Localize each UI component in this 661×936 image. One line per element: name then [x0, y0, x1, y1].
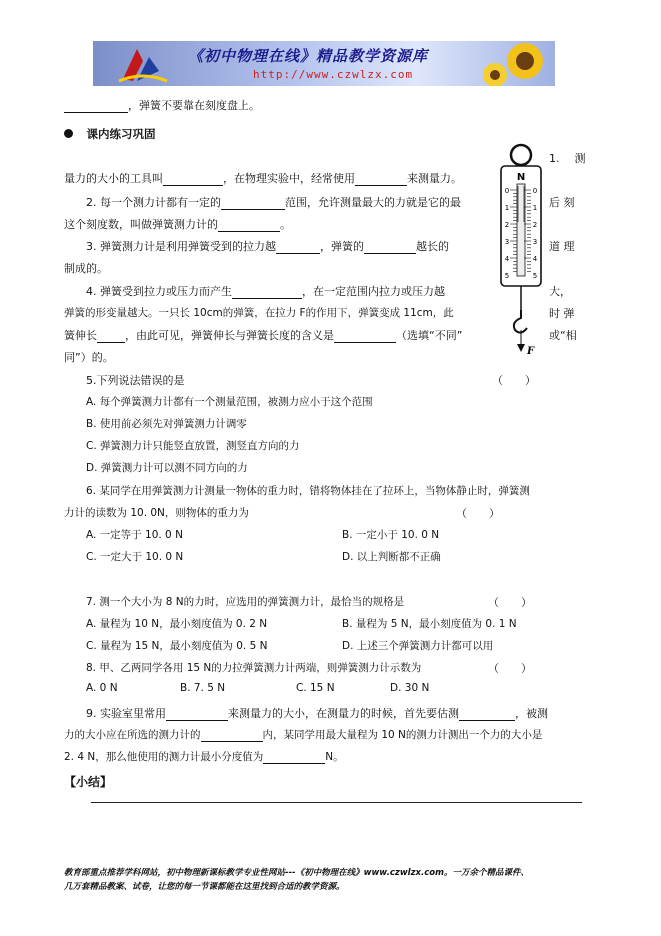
- spring-scale-figure: [497, 142, 547, 357]
- q5-paren: （ ）: [492, 374, 536, 387]
- scale-label-right: 0: [532, 187, 538, 195]
- q7-option-a: A. 量程为 10 N，最小刻度值为 0. 2 N: [86, 618, 268, 630]
- q9-line1: 9. 实验室里常用 来测量力的大小，在测量力的时候，首先要估测 ，被测: [86, 707, 548, 720]
- q6-option-d: D. 以上判断都不正确: [342, 551, 441, 563]
- blank[interactable]: [263, 751, 325, 764]
- q6-line1: 6. 某同学在用弹簧测力计测量一物体的重力时，错将物体挂在了拉环上，当物体静止时，弹簧测: [86, 485, 530, 497]
- q2-right: 后 刻: [549, 196, 575, 209]
- q4-line3: 簧伸长 ，由此可见，弹簧伸长与弹簧长度的含义是 （选填“不同”: [64, 329, 463, 342]
- q5-option-c: C. 弹簧测力计只能竖直放置，测竖直方向的力: [86, 440, 300, 452]
- blank[interactable]: [64, 100, 128, 113]
- q7-paren: （ ）: [488, 596, 532, 609]
- force-label: F: [527, 346, 535, 357]
- bullet-icon: [64, 129, 73, 138]
- section-header: [64, 126, 156, 142]
- summary-heading: 【小结】: [64, 775, 113, 789]
- blank[interactable]: [276, 241, 320, 254]
- footer-line2: 几万套精品教案、试卷，让您的每一节课都能在这里找到合适的教学资源。: [64, 882, 345, 892]
- scale-label-left: 1: [504, 204, 510, 212]
- q4-right1: 大，: [549, 285, 571, 298]
- scale-label-left: 5: [504, 272, 510, 280]
- q6-option-c: C. 一定大于 10. 0 N: [86, 551, 184, 563]
- q4-line4: 同”）的。: [64, 351, 114, 364]
- blank[interactable]: [97, 330, 125, 343]
- q9-line3: 2. 4 N，那么他使用的测力计最小分度值为 N。: [64, 751, 344, 763]
- q6-paren: （ ）: [456, 507, 500, 520]
- q8-paren: （ ）: [488, 662, 532, 675]
- q9-line2: 力的大小应在所选的测力计的 内，某同学用最大量程为 10 N的测力计测出一个力的大小是: [64, 729, 543, 741]
- sunflower-icon: [475, 41, 555, 86]
- q8-option-b: B. 7. 5 N: [180, 682, 226, 694]
- scale-label-right: 1: [532, 204, 538, 212]
- section-title: 课内练习巩固: [86, 127, 156, 141]
- intro-line: ，弹簧不要靠在刻度盘上。: [64, 97, 260, 113]
- banner-title: 《初中物理在线》精品教学资源库: [188, 47, 429, 65]
- scale-label-right: 4: [532, 255, 538, 263]
- blank[interactable]: [355, 173, 407, 186]
- blank[interactable]: [364, 241, 416, 254]
- q3-line1: 3. 弹簧测力计是利用弹簧受到的拉力越 ，弹簧的 越长的: [86, 240, 449, 253]
- blank[interactable]: [334, 330, 396, 343]
- q6-line2: 力计的读数为 10. 0N，则物体的重力为: [64, 507, 249, 519]
- q8-stem: 8. 甲、乙两同学各用 15 N的力拉弹簧测力计两端，则弹簧测力计示数为: [86, 662, 422, 674]
- scale-label-right: 5: [532, 272, 538, 280]
- summary-line: [91, 802, 582, 803]
- scale-label-left: 4: [504, 255, 510, 263]
- q8-option-a: A. 0 N: [86, 682, 118, 694]
- footer-line1: 教育部重点推荐学科网站，初中物理新课标教学专业性网站---《初中物理在线》www.czwlzx.com。一万余个精品课件、: [64, 868, 529, 878]
- q8-option-d: D. 30 N: [390, 682, 430, 694]
- q2-line1: 2. 每一个测力计都有一定的 范围，允许测量最大的力就是它的最: [86, 196, 461, 209]
- q4-line2: 弹簧的形变量越大。一只长 10cm的弹簧，在拉力 F的作用下，弹簧变成 11cm，此: [64, 307, 454, 319]
- q7-option-c: C. 量程为 15 N，最小刻度值为 0. 5 N: [86, 640, 268, 652]
- q5-option-d: D. 弹簧测力计可以测不同方向的力: [86, 462, 248, 474]
- q5-option-a: A. 每个弹簧测力计都有一个测量范围，被测力应小于这个范围: [86, 396, 373, 408]
- scale-label-left: 0: [504, 187, 510, 195]
- q1-right: 1. 测: [549, 152, 586, 165]
- q7-option-b: B. 量程为 5 N，最小刻度值为 0. 1 N: [342, 618, 517, 630]
- logo-icon: [113, 41, 173, 86]
- banner-url[interactable]: http://www.czwlzx.com: [253, 68, 414, 81]
- q6-option-b: B. 一定小于 10. 0 N: [342, 529, 440, 541]
- q8-option-c: C. 15 N: [296, 682, 335, 694]
- q3-line2: 制成的。: [64, 262, 108, 275]
- q7-stem: 7. 测一个大小为 8 N的力时，应选用的弹簧测力计，最恰当的规格是: [86, 596, 405, 608]
- q5-stem: 5.下列说法错误的是: [86, 374, 185, 387]
- q7-option-d: D. 上述三个弹簧测力计都可以用: [342, 640, 494, 652]
- blank[interactable]: [163, 173, 223, 186]
- scale-unit-label: N: [516, 172, 526, 183]
- blank[interactable]: [166, 708, 228, 721]
- scale-label-left: 2: [504, 221, 510, 229]
- scale-label-left: 3: [504, 238, 510, 246]
- blank[interactable]: [201, 729, 263, 742]
- q4-right3: 或“相: [549, 329, 577, 342]
- q6-option-a: A. 一定等于 10. 0 N: [86, 529, 183, 541]
- blank[interactable]: [459, 708, 515, 721]
- header-banner: [93, 41, 555, 86]
- scale-label-right: 3: [532, 238, 538, 246]
- q5-option-b: B. 使用前必须先对弹簧测力计调零: [86, 418, 247, 430]
- q1-line: 量力的大小的工具叫 ，在物理实验中，经常使用 来测量力。: [64, 172, 462, 185]
- q3-right: 道 理: [549, 240, 575, 253]
- blank[interactable]: [221, 197, 285, 210]
- scale-label-right: 2: [532, 221, 538, 229]
- q4-right2: 时 弹: [549, 307, 575, 320]
- q2-line2: 这个刻度数，叫做弹簧测力计的 。: [64, 218, 291, 231]
- blank[interactable]: [218, 219, 280, 232]
- q4-line1: 4. 弹簧受到拉力或压力而产生 ，在一定范围内拉力或压力越: [86, 285, 445, 298]
- blank[interactable]: [232, 286, 302, 299]
